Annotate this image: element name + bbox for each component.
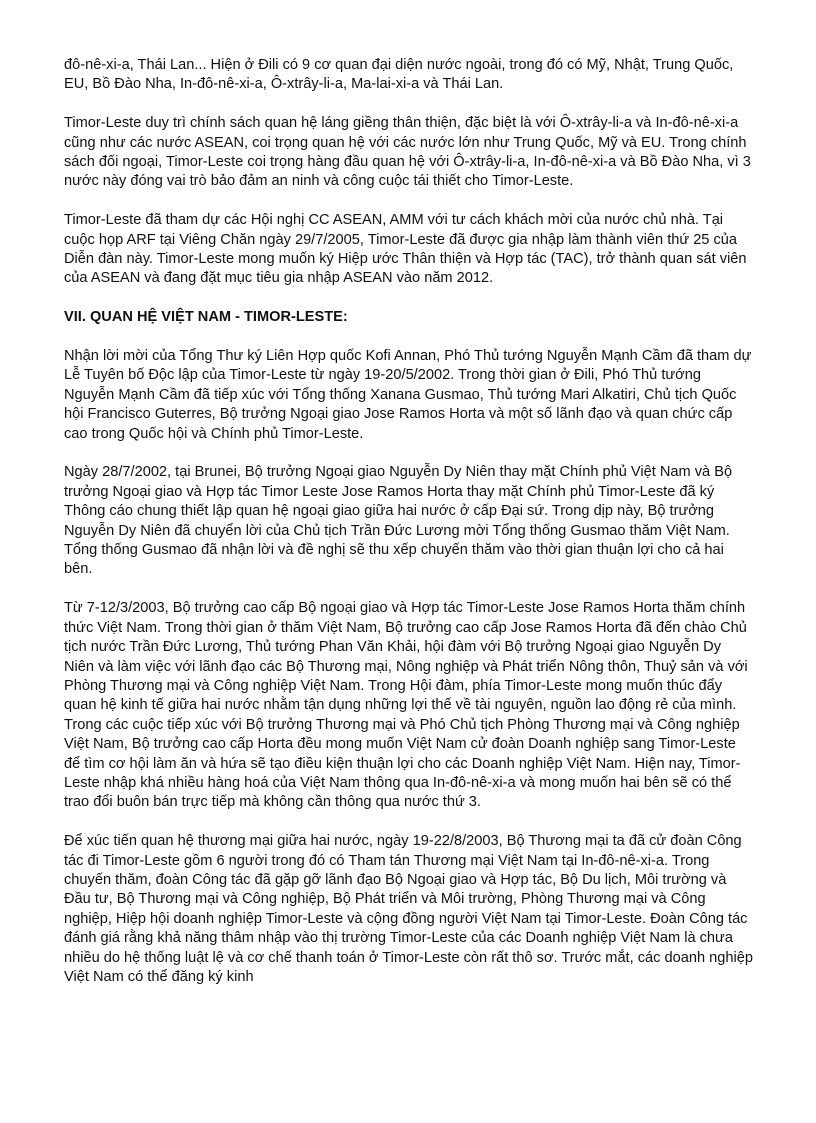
paragraph-independence: Nhận lời mời của Tổng Thư ký Liên Hợp quốc Kofi Annan, Phó Thủ tướng Nguyễn Mạnh Cầm đã tham dự Lễ Tuyên bố Độc lập của Timor-Leste từ ngày 19-20/5/2002. Trong thời gian ở Đili, Phó Thủ tướng Nguyễn Mạnh Cầm đã tiếp xúc với Tổng thống Xanana Gusmao, Thủ tướng Mari Alkatiri, Chủ tịch Quốc hội Francisco Guterres, Bộ trưởng Ngoại giao Jose Ramos Horta và một số lãnh đạo và quan chức cấp cao trong Quốc hội và Chính phủ Timor-Leste. — [64, 348, 752, 442]
document-page — [64, 56, 754, 1007]
section-heading: VII. QUAN HỆ VIỆT NAM - TIMOR-LESTE: — [64, 309, 348, 326]
paragraph-foreign-policy: Timor-Leste duy trì chính sách quan hệ láng giềng thân thiện, đặc biệt là với Ô-xtrây-li-a và In-đô-nê-xi-a cũng như các nước ASEAN, coi trọng quan hệ với các nước lớn như Trung Quốc, Mỹ và EU. Trong chính sách đối ngoại, Timor-Leste coi trọng hàng đầu quan hệ với Ô-xtrây-li-a, In-đô-nê-xi-a và Bồ Đào Nha, vì 3 nước này đóng vai trò bảo đảm an ninh và công cuộc tái thiết cho Timor-Leste. — [64, 115, 751, 190]
paragraph-official-visit: Từ 7-12/3/2003, Bộ trưởng cao cấp Bộ ngoại giao và Hợp tác Timor-Leste Jose Ramos Horta thăm chính thức Việt Nam. Trong thời gian ở thăm Việt Nam, Bộ trưởng cao cấp Jose Ramos Horta đã đến chào Chủ tịch nước Trần Đức Lương, Thủ tướng Phan Văn Khải, hội đàm với Bộ trưởng Ngoại giao Nguyễn Dy Niên và làm việc với lãnh đạo các Bộ Thương mại, Nông nghiệp và Phát triển Nông thôn, Thuỷ sản và với Phòng Thương mại và Công nghiệp Việt Nam. Trong Hội đàm, phía Timor-Leste mong muốn thúc đẩy quan hệ kinh tế giữa hai nước nhằm tận dụng những lợi thế về tài nguyên, nguồn lao động rẻ của mình. Trong các cuộc tiếp xúc với Bộ trưởng Thương mại và Phó Chủ tịch Phòng Thương mại và Công nghiệp Việt Nam, Bộ trưởng cao cấp Horta đều mong muốn Việt Nam cử đoàn Doanh nghiệp sang Timor-Leste để tìm cơ hội làm ăn và hứa sẽ tạo điều kiện thuận lợi cho các Doanh nghiệp Việt Nam. Hiện nay, Timor-Leste nhập khá nhiều hàng hoá của Việt Nam thông qua In-đô-nê-xi-a và mong muốn hai bên sẽ có thể trao đổi buôn bán trực tiếp mà không cần thông qua nước thứ 3. — [64, 600, 748, 811]
paragraph-asean: Timor-Leste đã tham dự các Hội nghị CC ASEAN, AMM với tư cách khách mời của nước chủ nhà. Tại cuộc họp ARF tại Viêng Chăn ngày 29/7/2005, Timor-Leste đã được gia nhập làm thành viên thứ 25 của Diễn đàn này. Timor-Leste mong muốn ký Hiệp ước Thân thiện và Hợp tác (TAC), trở thành quan sát viên của ASEAN và đang đặt mục tiêu gia nhập ASEAN vào năm 2012. — [64, 212, 747, 287]
paragraph-embassies: đô-nê-xi-a, Thái Lan... Hiện ở Đili có 9 cơ quan đại diện nước ngoài, trong đó có Mỹ, Nhật, Trung Quốc, EU, Bồ Đào Nha, In-đô-nê-xi-a, Ô-xtrây-li-a, Ma-lai-xi-a và Thái Lan. — [64, 57, 734, 93]
paragraph-diplomatic-relations: Ngày 28/7/2002, tại Brunei, Bộ trưởng Ngoại giao Nguyễn Dy Niên thay mặt Chính phủ Việt Nam và Bộ trưởng Ngoại giao và Hợp tác Timor Leste Jose Ramos Horta thay mặt Chính phủ Timor-Leste đã ký Thông cáo chung thiết lập quan hệ ngoại giao giữa hai nước ở cấp Đại sứ. Trong dịp này, Bộ trưởng Nguyễn Dy Niên đã chuyển lời của Chủ tịch Trần Đức Lương mời Tổng thống Gusmao thăm Việt Nam. Tổng thống Gusmao đã nhận lời và đề nghị sẽ thu xếp chuyến thăm vào thời gian thuận lợi cho cả hai bên. — [64, 464, 733, 578]
paragraph-trade-delegation: Để xúc tiến quan hệ thương mại giữa hai nước, ngày 19-22/8/2003, Bộ Thương mại ta đã cử đoàn Công tác đi Timor-Leste gồm 6 người trong đó có Tham tán Thương mại Việt Nam tại In-đô-nê-xi-a. Trong chuyến thăm, đoàn Công tác đã gặp gỡ lãnh đạo Bộ Ngoại giao và Hợp tác, Bộ Du lịch, Môi trường và Đầu tư, Bộ Thương mại và Công nghiệp, Bộ Phát triển và Môi trường, Phòng Thương mại và Công nghiệp, Hiệp hội doanh nghiệp Timor-Leste và cộng đồng người Việt Nam tại Timor-Leste. Đoàn Công tác đánh giá rằng khả năng thâm nhập vào thị trường Timor-Leste của các Doanh nghiệp Việt Nam là chưa nhiều do hệ thống luật lệ và cơ chế thanh toán ở Timor-Leste còn rất thô sơ. Trước mắt, các doanh nghiệp Việt Nam có thể đăng ký kinh — [64, 833, 753, 985]
